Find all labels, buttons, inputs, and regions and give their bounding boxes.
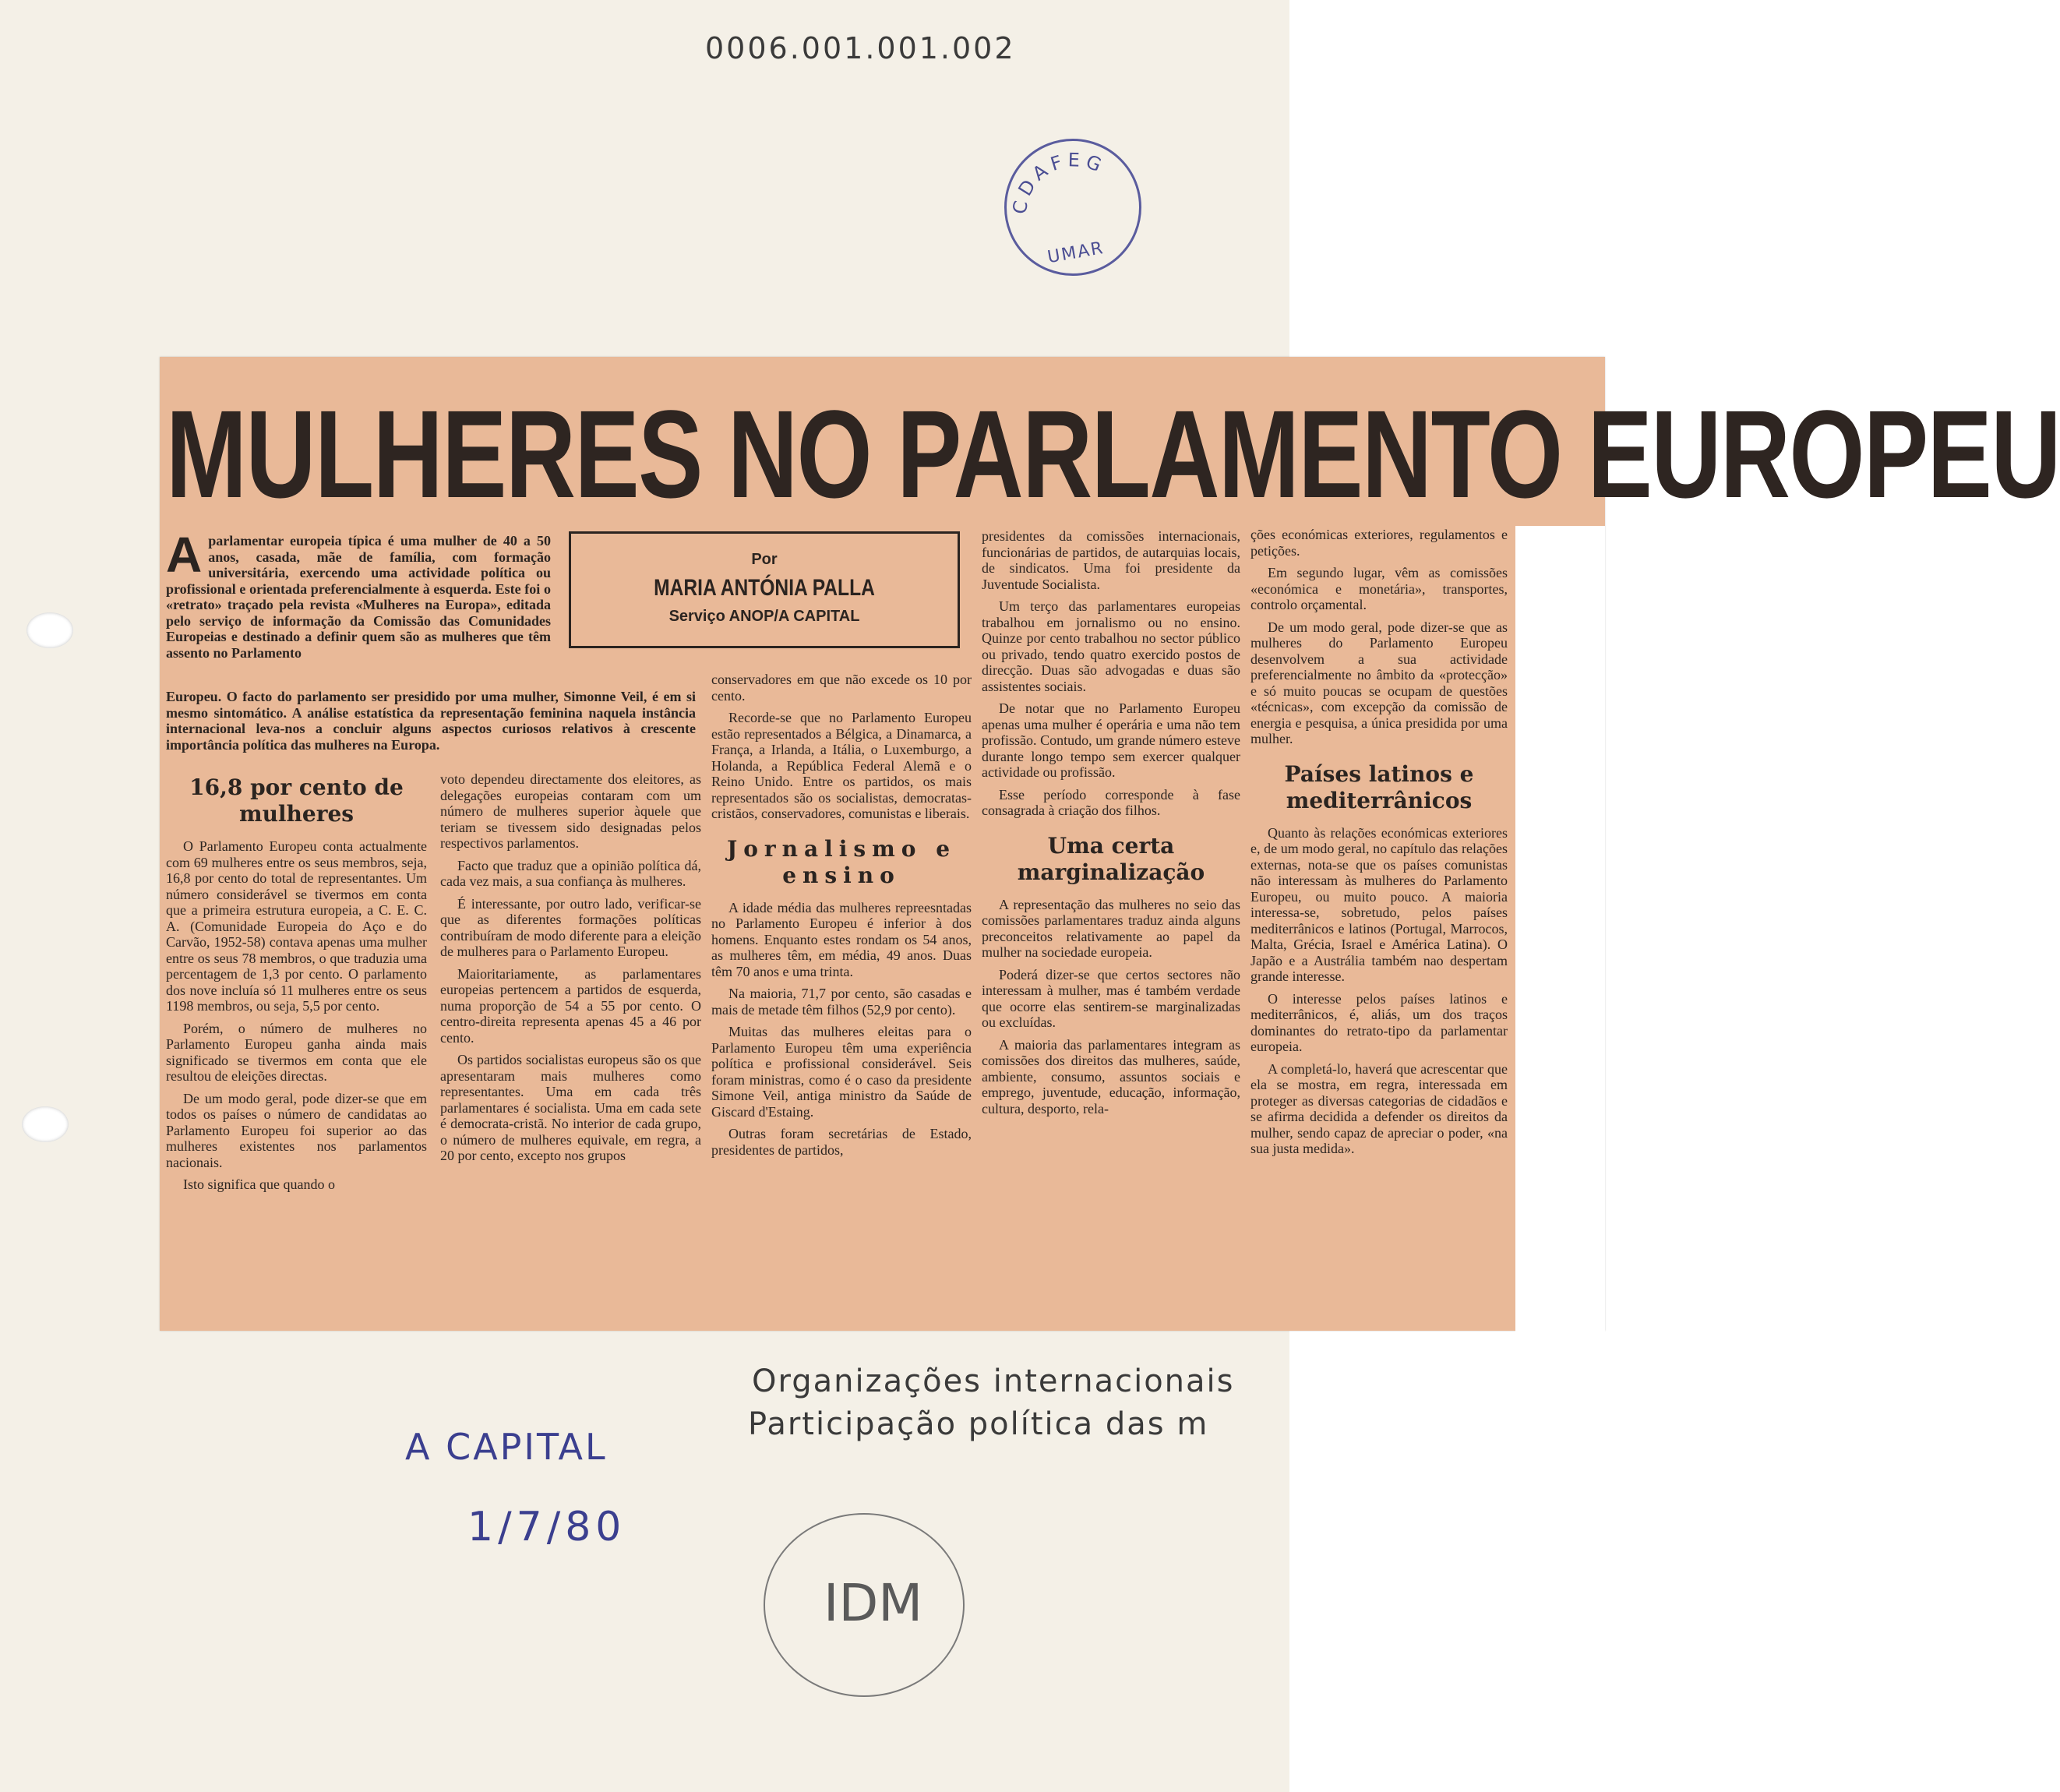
- byline-author: MARIA ANTÓNIA PALLA: [654, 575, 875, 601]
- handwritten-note-line-1: Organizações internacionais: [752, 1363, 1235, 1399]
- col4-paragraph: Um terço das parlamentares europeias trabalhou em jornalismo ou no ensino. Quinze por cento trabalhou no sector público ou privado, tendo quatro exercido postos de direcção. Duas são advogadas e duas são assistentes sociais.: [982, 598, 1240, 694]
- col1-paragraph: Isto significa que quando o: [183, 1176, 335, 1192]
- subhead-paises-latinos: Países latinos e mediterrânicos: [1284, 760, 1474, 813]
- col1-paragraph: Porém, o número de mulheres no Parlamento Europeu ganha ainda mais significado se tivermos em conta que ele resultou de eleições directas.: [166, 1020, 427, 1084]
- col2-paragraph: Os partidos socialistas europeus são os que apresentaram mais mulheres como representantes. Uma em cada três parlamentares é socialista. Uma em cada sete é democrata-cristã. No interior de cada grupo, o número de mulheres equivale, em regra, a 20 por cento, excepto nos grupos: [440, 1052, 701, 1163]
- stamp-bottom-text: UMAR: [1046, 238, 1106, 268]
- subhead-jornalismo-e-ensino: Jornalismo e ensino: [726, 835, 957, 888]
- punch-hole-bottom: [22, 1106, 69, 1142]
- lead-paragraph-part2: [166, 689, 696, 753]
- archive-id-code: IDM: [824, 1573, 923, 1633]
- col1-paragraph: O Parlamento Europeu conta actualmente com 69 mulheres entre os seus membros, seja, 16,8 por cento do total de representantes. Um número considerável se tivermos em conta que a primeira estrutura europeia, a C. E. C. A. (Comunidade Europeia do Aço e do Carvão, 1952-58) contava apenas uma mulher entre os seus 78 membros, o que traduzia uma percentagem de 1,3 por cento. O parlamento dos nove incluía só 11 mulheres entre os seus 1198 membros, ou seja, 5,5 por cento.: [166, 838, 427, 1014]
- lead-drop-cap: A: [166, 527, 203, 583]
- byline-prefix: Por: [751, 551, 778, 568]
- stamp-top-text: CDAFEG: [1008, 149, 1109, 216]
- col4-paragraph: De notar que no Parlamento Europeu apenas uma mulher é operária e uma não tem profissão. Contudo, um grande número esteve durante longo tempo sem exercer qualquer actividade ou profissão.: [982, 700, 1240, 780]
- col3-paragraph: conservadores em que não excede os 10 por cento.: [711, 672, 972, 704]
- col5-paragraph: Quanto às relações económicas exteriores e, de um modo geral, no capítulo das relações externas, nota-se que os países comunistas não interessam às mulheres do Parlamento Europeu, ou muito pouco. A maioria interessa-se, sobretudo, pelos países mediterrânicos e latinos (Portugal, Marrocos, Malta, Grécia, Israel e América Latina). O Japão e a Austrália também nao despertam grande interesse.: [1250, 824, 1508, 984]
- handwritten-source: A CAPITAL: [405, 1426, 608, 1468]
- punch-hole-top: [26, 612, 73, 648]
- col3-paragraph: A idade média das mulheres repreesntadas no Parlamento Europeu é inferior à dos homens. Enquanto estes rondam os 54 anos, as mulheres têm, em média, 49 anos. Duas têm 70 anos e uma trinta.: [711, 899, 972, 979]
- col2-paragraph: Facto que traduz que a opinião política dá, cada vez mais, a sua confiança às mulheres.: [440, 857, 701, 889]
- subhead-uma-certa-marginalizacao: Uma certa marginalização: [1017, 832, 1205, 885]
- handwritten-note-line-2: Participação política das m: [748, 1406, 1209, 1442]
- col4-paragraph: A maioria das parlamentares integram as comissões dos direitos das mulheres, saúde, ambiente, consumo, assuntos sociais e emprego, juventude, educação, informação, cultura, desporto, rela-: [982, 1036, 1240, 1116]
- column-5: [1250, 527, 1508, 1163]
- col3-paragraph: Outras foram secretárias de Estado, presidentes de partidos,: [711, 1126, 972, 1158]
- col4-paragraph: A representação das mulheres no seio das comissões parlamentares traduz ainda alguns preconceitos relativamente ao papel da mulher na sociedade europeia.: [982, 896, 1240, 960]
- col3-paragraph: Na maioria, 71,7 por cento, são casadas e mais de metade têm filhos (52,9 por cento).: [711, 986, 972, 1018]
- col1-paragraph: De um modo geral, pode dizer-se que em todos os países o número de candidatas ao Parlamento Europeu foi superior ao das mulheres existentes nos parlamentos nacionais.: [166, 1090, 427, 1170]
- col5-paragraph: A completá-lo, haverá que acrescentar que ela se mostra, em regra, interessada em proteger as diversas categorias de cidadãos e se afirma decidida a defender os direitos da mulher, sendo capaz de apreciar o poder, «na sua justa medida».: [1250, 1060, 1508, 1156]
- clipping-trim-notch: [1515, 526, 1605, 1336]
- col4-paragraph: presidentes da comissões internacionais, funcionárias de partidos, de autarquias locais, de sindicatos. Uma foi presidente da Juventude Socialista.: [982, 528, 1240, 592]
- col5-paragraph: De um modo geral, pode dizer-se que as mulheres do Parlamento Europeu desenvolvem a sua actividade preferencialmente no âmbito da «protecção» e só muito poucas se ocupam de questões «técnicas», com excepção da comissão de energia e pesquisa, a única presidida por uma mulher.: [1250, 619, 1508, 746]
- col3-paragraph: Muitas das mulheres eleitas para o Parlamento Europeu têm uma experiência política e profissional considerável. Seis foram ministras, como é o caso da presidente Simone Veil, antiga ministro da Saúde de Giscard d'Estaing.: [711, 1024, 972, 1120]
- archive-reference-number: 0006.001.001.002: [705, 31, 1016, 65]
- handwritten-date: 1/7/80: [467, 1504, 626, 1550]
- svg-text:CDAFEG: [1008, 149, 1109, 216]
- column-4: [982, 528, 1240, 1123]
- col4-paragraph: Esse período corresponde à fase consagrada à criação dos filhos.: [982, 786, 1240, 818]
- col4-paragraph: Poderá dizer-se que certos sectores não interessam à mulher, mas é também verdade que ocorre elas sentirem-se marginalizadas ou excluídas.: [982, 966, 1240, 1030]
- byline-box: [569, 531, 960, 648]
- subhead-16-8-por-cento: 16,8 por cento de mulheres: [189, 774, 404, 827]
- lead-text-1: parlamentar europeia típica é uma mulher de 40 a 50 anos, casada, mãe de família, com formação universitária, exercendo uma actividade política ou profissional e orientada preferencialmente à esquerda. Este foi o «retrato» traçado pela revista «Mulheres na Europa», editada pelo serviço de informação da Comissão das Comunidades Europeias e destinado a definir quem são as mulheres que têm assento no Parlamento: [166, 533, 551, 661]
- col2-paragraph: É interessante, por outro lado, verificar-se que as diferentes formações políticas contribuíram de modo diferente para a eleição de mulheres para o Parlamento Europeu.: [440, 895, 701, 959]
- column-1: [166, 760, 427, 1199]
- col5-paragraph: ções económicas exteriores, regulamentos e petições.: [1250, 527, 1508, 559]
- col2-paragraph: Maioritariamente, as parlamentares europeias pertencem a partidos de esquerda, numa proporção de 54 a 55 por cento. O centro-direita representa apenas 45 a 46 por cento.: [440, 965, 701, 1046]
- article-headline: MULHERES NO PARLAMENTO EUROPEU: [166, 384, 2060, 524]
- lead-paragraph-part1: [166, 527, 551, 661]
- stamp-seal-graphic: [1007, 141, 1139, 273]
- col2-paragraph: voto dependeu directamente dos eleitores, as delegações europeias contaram com um número de mulheres superior àquele que teriam se tivessem sido designadas pelos respectivos parlamentos.: [440, 771, 701, 851]
- archive-id-circle: [764, 1513, 965, 1697]
- newspaper-clipping: [160, 357, 2060, 1331]
- col5-paragraph: O interesse pelos países latinos e mediterrânicos, é, aliás, um dos traços dominantes do retrato-tipo da parlamentar europeia.: [1250, 990, 1508, 1054]
- column-3: [711, 672, 972, 1164]
- column-2: [440, 771, 701, 1170]
- col3-paragraph: Recorde-se que no Parlamento Europeu estão representados a Bélgica, a Dinamarca, a França, a Irlanda, a Itália, o Luxemburgo, a Holanda, a República Federal Alemã e o Reino Unido. Entre os partidos, os mais representados são os socialistas, democratas-cristãos, conservadores, comunistas e liberais.: [711, 710, 972, 821]
- lead-text-2: Europeu. O facto do parlamento ser presidido por uma mulher, Simonne Veil, é em si mesmo sintomático. A análise estatística da representação feminina naquela instância internacional leva-nos a concluir alguns aspectos curiosos relativos à crescente importância política das mulheres na Europa.: [166, 689, 696, 753]
- col5-paragraph: Em segundo lugar, vêm as comissões «económica e monetária», transportes, controlo orçamental.: [1250, 565, 1508, 612]
- organization-stamp: [1004, 139, 1141, 276]
- byline-service: Serviço ANOP/A CAPITAL: [668, 608, 860, 625]
